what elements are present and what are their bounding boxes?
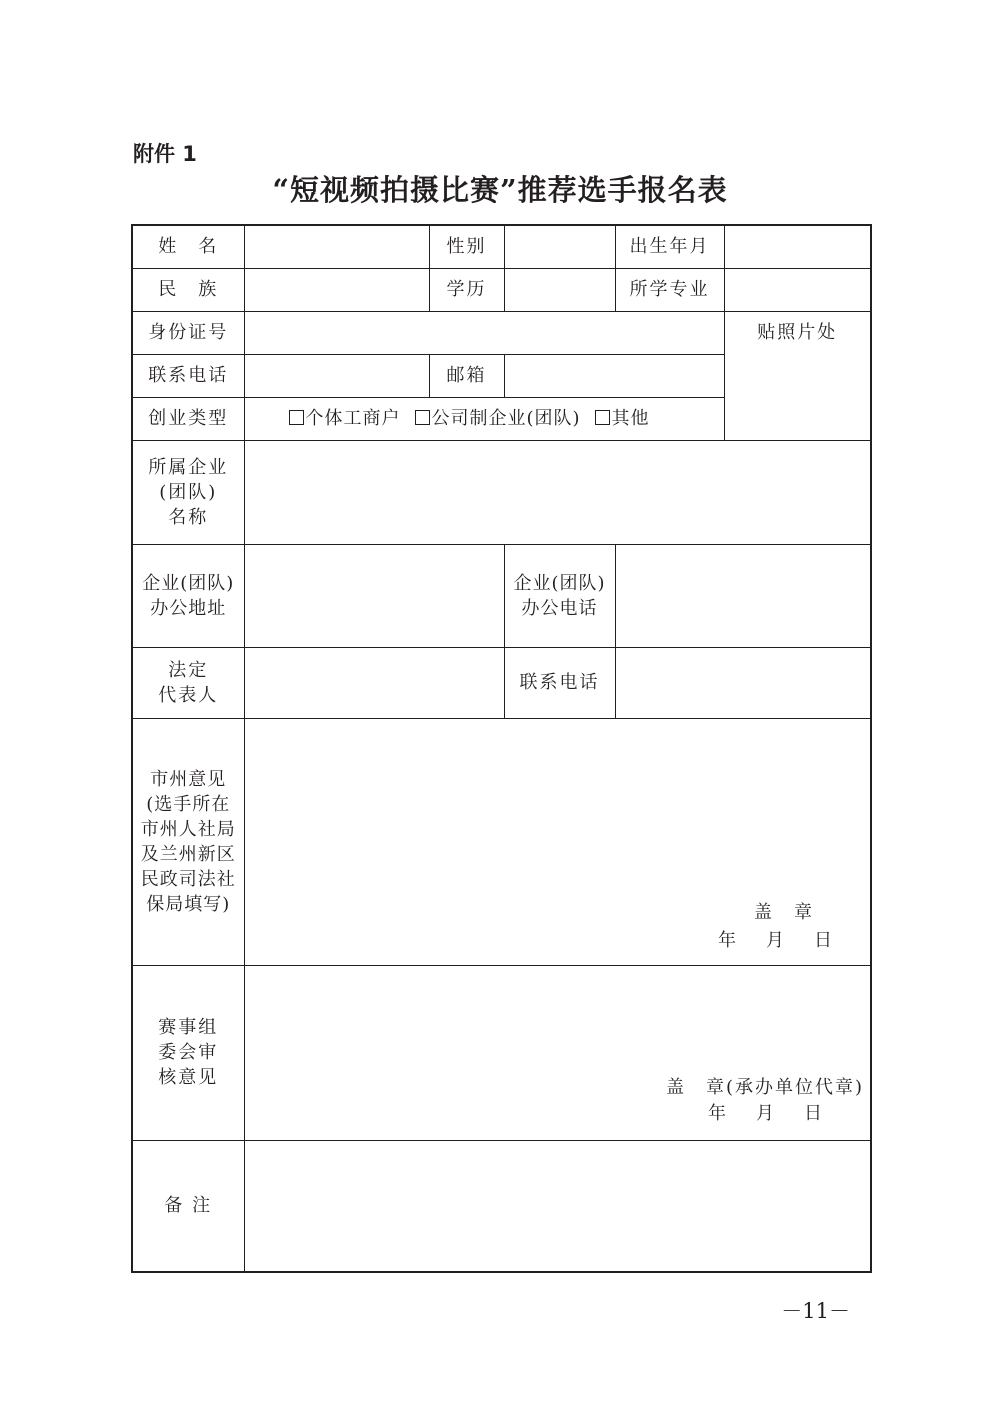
city-seal-text: 盖 章 <box>754 901 814 923</box>
company-name-label: 所属企业 (团队) 名称 <box>132 440 244 544</box>
remarks-field[interactable] <box>244 1140 871 1272</box>
checkbox-icon[interactable] <box>415 410 430 425</box>
checkbox-icon[interactable] <box>289 410 304 425</box>
type-options <box>244 397 724 440</box>
email-field[interactable] <box>504 354 724 397</box>
registration-form <box>131 224 872 1273</box>
phone-field[interactable] <box>244 354 429 397</box>
birth-label: 出生年月 <box>615 225 724 268</box>
committee-seal-text: 盖 章(承办单位代章) <box>665 1076 864 1098</box>
id-label: 身份证号 <box>132 311 244 354</box>
id-field[interactable] <box>244 311 724 354</box>
committee-date-text: 年 月 日 <box>708 1102 824 1124</box>
type-label: 创业类型 <box>132 397 244 440</box>
remarks-label: 备 注 <box>132 1140 244 1272</box>
legal-phone-field[interactable] <box>615 647 871 718</box>
name-label: 姓 名 <box>132 225 244 268</box>
email-label: 邮箱 <box>429 354 504 397</box>
photo-area-mid[interactable] <box>724 354 871 397</box>
birth-field[interactable] <box>724 225 871 268</box>
option-individual[interactable]: 个体工商户 <box>289 408 401 429</box>
company-address-label: 企业(团队) 办公地址 <box>132 544 244 647</box>
gender-field[interactable] <box>504 225 615 268</box>
education-field[interactable] <box>504 268 615 311</box>
city-opinion-field[interactable] <box>244 718 871 965</box>
legal-phone-label: 联系电话 <box>504 647 615 718</box>
major-label: 所学专业 <box>615 268 724 311</box>
page-number: －11－ <box>781 1299 850 1323</box>
option-company[interactable]: 公司制企业(团队) <box>415 408 581 429</box>
ethnicity-field[interactable] <box>244 268 429 311</box>
committee-opinion-field[interactable] <box>244 965 871 1140</box>
checkbox-icon[interactable] <box>595 410 610 425</box>
company-phone-label: 企业(团队) 办公电话 <box>504 544 615 647</box>
option-other[interactable]: 其他 <box>595 408 650 429</box>
education-label: 学历 <box>429 268 504 311</box>
photo-area-top: 贴照片处 <box>724 311 871 354</box>
page-title: “短视频拍摄比赛”推荐选手报名表 <box>272 173 728 207</box>
photo-area-bottom[interactable] <box>724 397 871 440</box>
committee-opinion-label: 赛事组 委会审 核意见 <box>132 965 244 1140</box>
ethnicity-label: 民 族 <box>132 268 244 311</box>
phone-label: 联系电话 <box>132 354 244 397</box>
city-date-text: 年 月 日 <box>718 929 834 951</box>
company-name-field[interactable] <box>244 440 871 544</box>
legal-rep-label: 法定 代表人 <box>132 647 244 718</box>
city-opinion-label: 市州意见 (选手所在 市州人社局 及兰州新区 民政司法社 保局填写) <box>132 718 244 965</box>
name-field[interactable] <box>244 225 429 268</box>
company-address-field[interactable] <box>244 544 504 647</box>
company-phone-field[interactable] <box>615 544 871 647</box>
legal-rep-field[interactable] <box>244 647 504 718</box>
attachment-label: 附件 1 <box>133 142 197 166</box>
major-field[interactable] <box>724 268 871 311</box>
gender-label: 性别 <box>429 225 504 268</box>
